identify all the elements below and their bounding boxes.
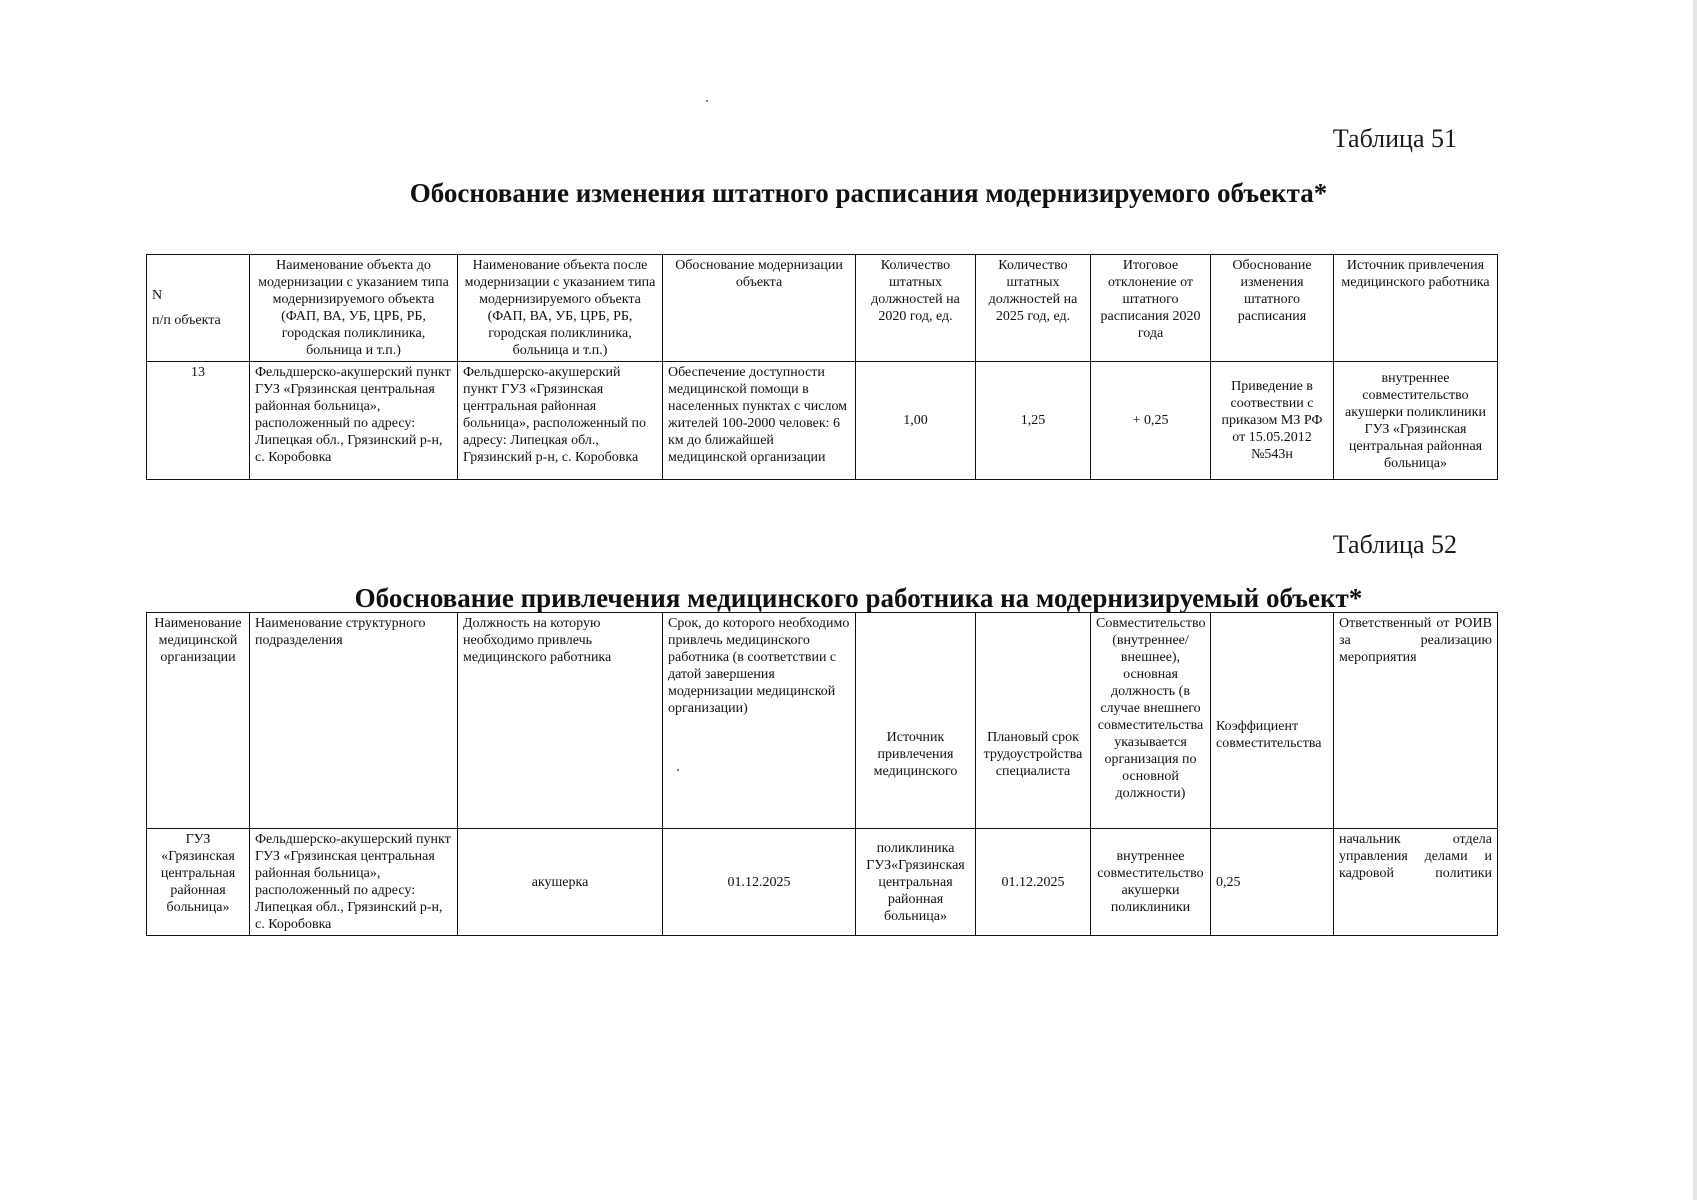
row-coef: 0,25	[1211, 829, 1334, 936]
table-51	[146, 254, 1498, 480]
header-cell-staff-2020: Количество штатных должностей на 2020 год, ед.	[856, 255, 976, 362]
header-cell-source: Источник привлечения медицинского работника	[1334, 255, 1498, 362]
table-row	[147, 362, 1498, 480]
table-52-title: Обоснование привлечения медицинского работника на модернизируемый объект*	[354, 583, 1363, 613]
row-unit: Фельдшерско-акушерский пункт ГУЗ «Грязинская центральная районная больница», расположенный по адресу: Липецкая обл., Грязинский р-н, с. Коробовка	[250, 829, 458, 936]
table-51-title: Обоснование изменения штатного расписания модернизируемого объекта*	[409, 178, 1328, 208]
table-51-header-row	[147, 255, 1498, 362]
row-deviation: + 0,25	[1091, 362, 1211, 480]
header-cell-justification: Обоснование модернизации объекта	[663, 255, 856, 362]
header-cell-deviation: Итоговое отклонение от штатного расписания 2020 года	[1091, 255, 1211, 362]
row-org: ГУЗ «Грязинская центральная районная больница»	[147, 829, 250, 936]
scan-speck	[706, 100, 708, 102]
header-cell-deadline: Срок, до которого необходимо привлечь медицинского работника (в соответствии с датой завершения модернизации медицинской организации)	[663, 613, 856, 829]
row-planned: 01.12.2025	[976, 829, 1091, 936]
row-source: поликлиника ГУЗ«Грязинская центральная районная больница»	[856, 829, 976, 936]
row-responsible: начальник отдела управления делами и кадровой политики	[1334, 829, 1498, 936]
table-51-caption: Таблица 51	[1332, 124, 1457, 153]
header-cell-before: Наименование объекта до модернизации с указанием типа модернизируемого объекта (ФАП, ВА, УБ, ЦРБ, РБ, городская поликлиника, больница и т.п.)	[250, 255, 458, 362]
header-cell-after: Наименование объекта после модернизации с указанием типа модернизируемого объекта (ФАП, ВА, УБ, ЦРБ, РБ, городская поликлиника, больница и т.п.)	[458, 255, 663, 362]
row-deadline: 01.12.2025	[663, 829, 856, 936]
header-cell-source: Источник привлечения медицинского	[856, 613, 976, 829]
row-staff-2025: 1,25	[976, 362, 1091, 480]
header-cell-unit: Наименование структурного подразделения	[250, 613, 458, 829]
header-cell-coef: Коэффициент совместительства	[1211, 613, 1334, 829]
row-source: внутреннее совместительство акушерки поликлиники ГУЗ «Грязинская центральная районная больница»	[1334, 362, 1498, 480]
header-cell-change-basis: Обоснование изменения штатного расписания	[1211, 255, 1334, 362]
header-cell-org: Наименование медицинской организации	[147, 613, 250, 829]
header-number-n: N	[152, 288, 163, 303]
table-52-header-row	[147, 613, 1498, 829]
header-cell-combo: Совместительство (внутреннее/внешнее), основная должность (в случае внешнего совместительства указывается организация по основной должности)	[1091, 613, 1211, 829]
table-row	[147, 829, 1498, 936]
row-position: акушерка	[458, 829, 663, 936]
header-cell-number	[147, 255, 250, 362]
header-cell-planned: Плановый срок трудоустройства специалиста	[976, 613, 1091, 829]
header-number-label: п/п объекта	[152, 313, 221, 328]
row-before: Фельдшерско-акушерский пункт ГУЗ «Грязинская центральная районная больница», расположенный по адресу: Липецкая обл., Грязинский р-н, с. Коробовка	[250, 362, 458, 480]
row-staff-2020: 1,00	[856, 362, 976, 480]
row-justification: Обеспечение доступности медицинской помощи в населенных пунктах с числом жителей 100-2000 человек: 6 км до ближайшей медицинской организации	[663, 362, 856, 480]
row-combo: внутреннее совместительство акушерки поликлиники	[1091, 829, 1211, 936]
header-cell-position: Должность на которую необходимо привлечь медицинского работника	[458, 613, 663, 829]
row-after: Фельдшерско-акушерский пункт ГУЗ «Грязинская центральная районная больница», расположенный по адресу: Липецкая обл., Грязинский р-н, с. Коробовка	[458, 362, 663, 480]
table-52	[146, 612, 1498, 936]
table-52-caption: Таблица 52	[1332, 530, 1457, 559]
row-number: 13	[147, 362, 250, 480]
row-change-basis: Приведение в соотвествии с приказом МЗ РФ от 15.05.2012 №543н	[1211, 362, 1334, 480]
header-cell-staff-2025: Количество штатных должностей на 2025 год, ед.	[976, 255, 1091, 362]
header-cell-responsible: Ответственный от РОИВ за реализацию мероприятия	[1334, 613, 1498, 829]
